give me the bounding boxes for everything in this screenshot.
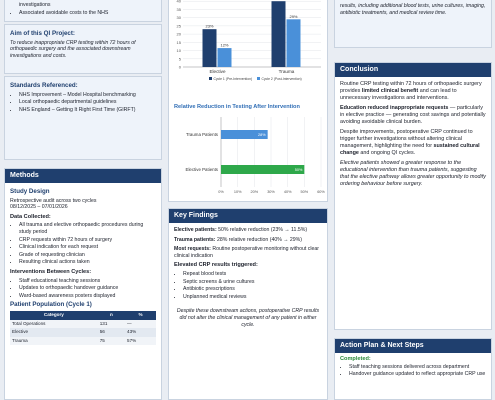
data-label: 12% [220, 42, 229, 48]
conclusion-header: Conclusion [335, 63, 491, 77]
costs-box [334, 0, 492, 48]
y-tick-label: 20 [176, 31, 181, 37]
conclusion-p3-end: and ongoing QI cycles. [358, 150, 416, 156]
table-cell: 75 [98, 337, 125, 346]
y-tick-label: 35 [176, 6, 181, 12]
objectives-box [4, 0, 162, 22]
intervention-item: • Updates to orthopaedic handover guidance [19, 285, 156, 292]
costs-text: results, including additional blood tests, urine cultures, imaging, antibiotic treatments, and medical review time. [340, 3, 486, 16]
x-tick-label: 60% [317, 190, 325, 194]
table-cell: 56 [98, 328, 125, 337]
action-plan-header: Action Plan & Next Steps [335, 339, 491, 353]
conclusion-p3-bold: sustained cultural change [340, 143, 480, 156]
data-item: • Grade of requesting clinician [19, 252, 156, 259]
y-tick-label: 30 [176, 15, 181, 21]
table-row [10, 328, 156, 337]
aim-box [4, 24, 162, 74]
elevated-item: • Repeat blood tests [183, 271, 322, 278]
data-label: 28% [258, 132, 266, 137]
conclusion-p2-bold: Education reduced inappropriate requests [340, 105, 449, 111]
aim-text: To reduce inappropriate CRP testing within 72 hours of orthopaedic surgery and the associated downstream investigations and costs. [10, 39, 136, 59]
table-cell: 43% [125, 328, 156, 337]
cycle-comparison-chart [169, 0, 327, 99]
table-cell: Trauma [10, 337, 98, 346]
bar [221, 165, 304, 174]
aim-title: Aim of this QI Project: [10, 30, 75, 37]
objective-item: • Associated avoidable costs to the NHS [19, 10, 156, 17]
most-requests-label: Most requests: [174, 246, 211, 253]
data-item: • CRP requests within 72 hours of surgery [19, 237, 156, 244]
y-tick-label: 0 [178, 64, 181, 70]
data-item: • Clinical indication for each request [19, 244, 156, 251]
conclusion-p4: Elective patients showed a greater response to the educational intervention than trauma patients, suggesting that the elective pathway allows greater opportunity to modify ordering behaviour before surgery. [340, 160, 486, 187]
elevated-item: • Antibiotic prescriptions [183, 286, 322, 293]
legend-label: Cycle 2 (Post-Intervention) [261, 76, 302, 81]
bar [272, 1, 286, 67]
y-tick-label: 10 [176, 48, 181, 54]
table-row [10, 337, 156, 346]
conclusion-p1: Routine CRP testing within 72 hours of orthopaedic surgery provides [340, 81, 482, 94]
conclusion-p1-bold: limited clinical benefit [361, 88, 419, 94]
data-label: 29% [289, 13, 298, 19]
y-tick-label: Trauma Patients [185, 132, 218, 138]
completed-title: Completed: [340, 356, 371, 362]
elevated-item: • Septic screens & urine cultures [183, 279, 322, 286]
y-tick-label: 40 [176, 0, 181, 4]
trauma-label: Trauma patients: [174, 236, 216, 243]
elevated-title: Elevated CRP results triggered: [174, 262, 258, 269]
intervention-item: • Ward-based awareness posters displayed [19, 293, 156, 300]
results-charts-box [168, 0, 328, 202]
conclusion-p3: Despite improvements, postoperative CRP continued to trigger further investigations without altering clinical management, highlighting the need for [340, 129, 473, 149]
bar [203, 29, 217, 67]
data-collected-title: Data Collected: [10, 213, 51, 220]
table-cell: Elective [10, 328, 98, 337]
key-findings-box [168, 208, 328, 400]
x-tick-label: 10% [233, 190, 242, 194]
population-table [10, 311, 156, 345]
elective-label: Elective patients: [174, 227, 217, 233]
standards-box [4, 76, 162, 160]
standards-title: Standards Referenced: [10, 82, 78, 89]
x-tick-label: 30% [267, 190, 275, 194]
most-requests-text: Routine postoperative monitoring without clear clinical indication [174, 246, 320, 259]
elective-text: 50% relative reduction (23% → 11.5%) [216, 227, 308, 233]
data-label: 23% [205, 23, 214, 29]
table-cell: 131 [98, 320, 125, 329]
x-tick-label: Elective [209, 69, 226, 74]
methods-header: Methods [5, 169, 161, 183]
bar [218, 48, 232, 67]
completed-item: • Handover guidance updated to reflect appropriate CRP use [349, 371, 486, 378]
y-tick-label: Elective Patients [185, 167, 218, 173]
study-design-title: Study Design [10, 188, 50, 195]
table-cell: Total Operations [10, 320, 98, 329]
study-dates: 08/12/2025 – 07/01/2026 [10, 204, 68, 211]
data-label [274, 0, 282, 1]
data-item: • All trauma and elective orthopaedic procedures during study period [19, 222, 156, 235]
legend-swatch [257, 77, 260, 80]
table-header: Category [10, 311, 98, 320]
completed-item: • Staff teaching sessions delivered across department [349, 364, 486, 371]
conclusion-p2: — particularly in elective practice — generating cost savings and potentially avoiding avoidable clinical burden. [340, 105, 486, 125]
legend-label: Cycle 1 (Pre-Intervention) [213, 76, 253, 81]
interventions-title: Interventions Between Cycles: [10, 268, 92, 275]
conclusion-box [334, 62, 492, 330]
standards-item: • Local orthopaedic departmental guidelines [19, 99, 156, 106]
elevated-item: • Unplanned medical reviews [183, 294, 322, 301]
key-findings-header: Key Findings [169, 209, 327, 223]
x-tick-label: 20% [250, 190, 259, 194]
x-tick-label: 50% [300, 190, 309, 194]
x-tick-label: Trauma [278, 69, 295, 74]
y-tick-label: 15 [176, 39, 181, 45]
relative-reduction-chart [169, 113, 327, 201]
table-cell: 57% [125, 337, 156, 346]
legend-swatch [209, 77, 212, 80]
data-item: • Resulting clinical actions taken [19, 259, 156, 266]
population-title: Patient Population (Cycle 1) [10, 301, 92, 309]
trauma-text: 28% relative reduction (40% → 29%) [215, 236, 303, 243]
y-tick-label: 5 [178, 56, 181, 62]
standards-item: • NHS England – Getting It Right First Time (GIRFT) [19, 107, 156, 114]
objective-item: investigations [19, 2, 51, 8]
study-design-text: Retrospective audit across two cycles [10, 197, 97, 204]
conclusion-p1-end: and can lead to unnecessary investigations and interventions. [340, 88, 457, 101]
standards-item: • NHS Improvement – Model Hospital benchmarking [19, 92, 156, 99]
reduction-chart-title: Relative Reduction in Testing After Intervention [174, 104, 300, 110]
table-cell: — [125, 320, 156, 329]
data-label: 50% [294, 167, 303, 172]
table-row [10, 320, 156, 329]
table-header: % [125, 311, 156, 320]
y-tick-label: 25 [176, 23, 181, 29]
bar [287, 19, 301, 67]
table-header: n [98, 311, 125, 320]
methods-box [4, 168, 162, 400]
findings-footer: Despite these downstream actions, postoperative CRP results did not alter the clinical management of any patient in either cycle. [176, 308, 320, 328]
x-tick-label: 40% [283, 190, 292, 194]
x-tick-label: 0% [218, 190, 224, 194]
intervention-item: • Staff educational teaching sessions [19, 278, 156, 285]
action-plan-box [334, 338, 492, 400]
